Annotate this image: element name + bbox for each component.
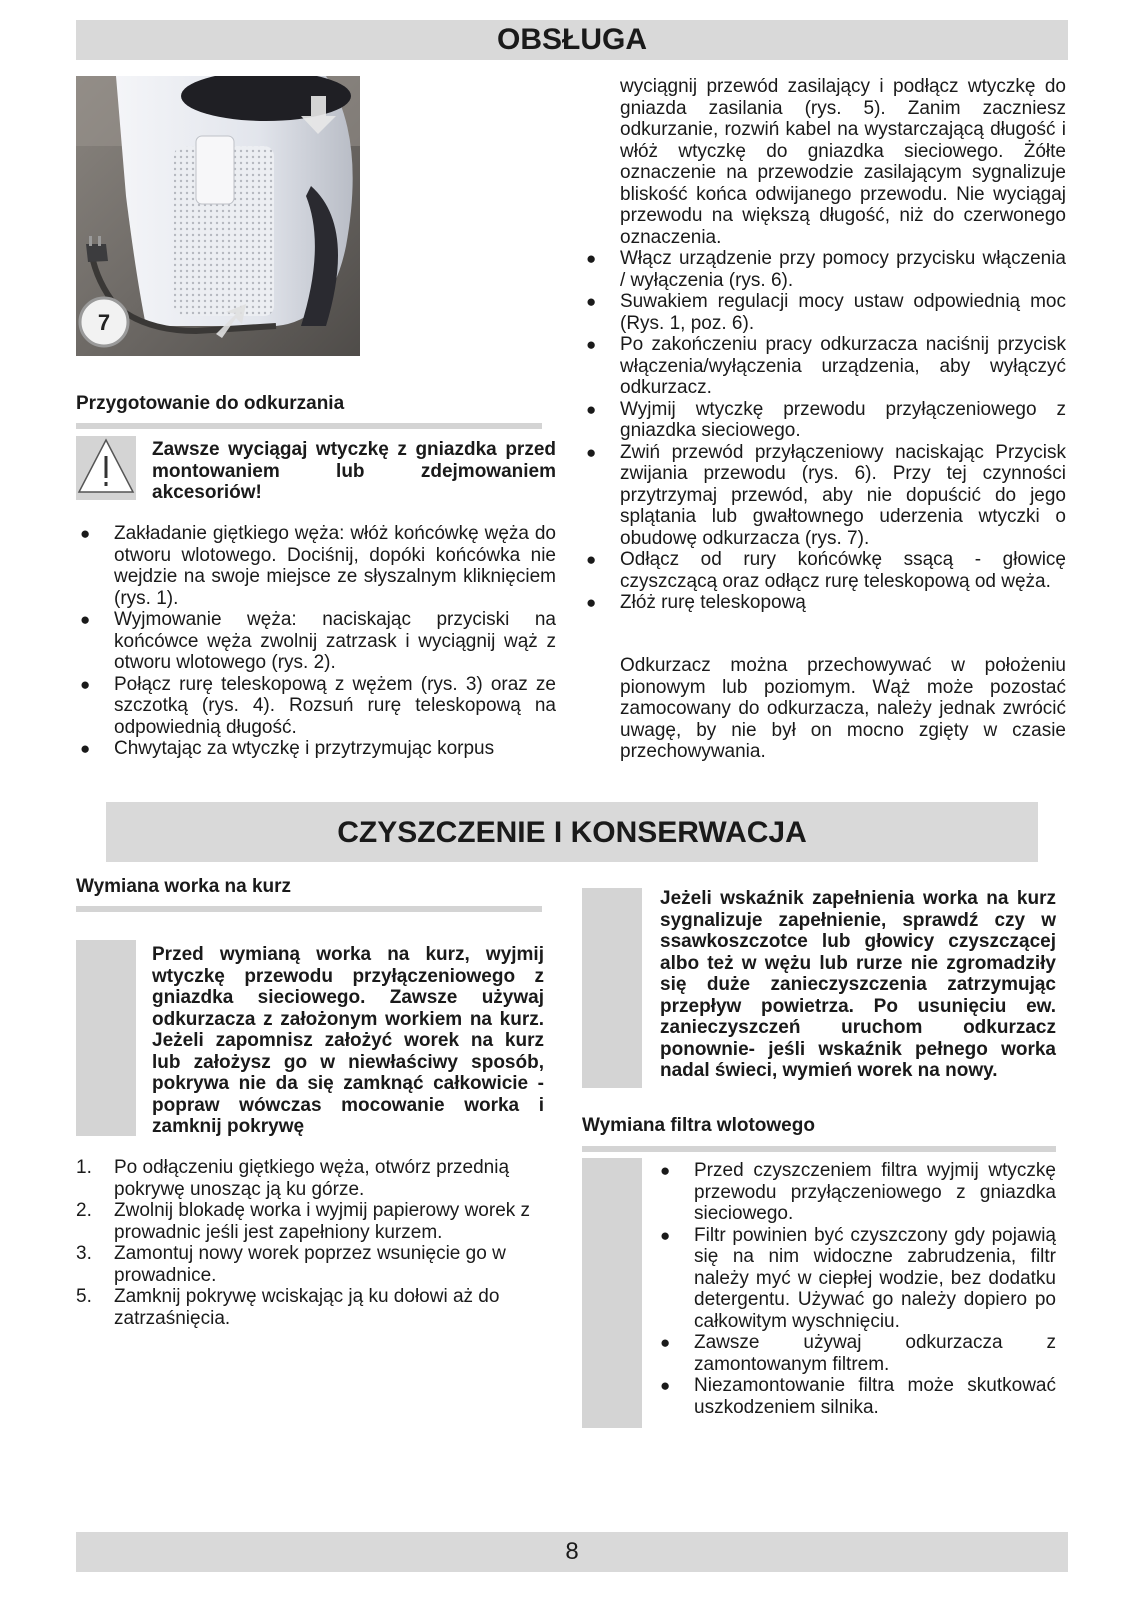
step-text: Po odłączeniu giętkiego węża, otwórz przednią pokrywę unosząc ją ku górze. [114, 1157, 510, 1200]
step-number: 1. [76, 1157, 92, 1178]
list-item: ● Niezamontowanie filtra może skutkować uszkodzeniem silnika. [656, 1375, 1056, 1418]
list-item: ● Po zakończeniu pracy odkurzacza naciśnij przycisk włączenia/wyłączenia urządzenia, aby wyłączyć odkurzacz. [582, 334, 1066, 399]
list-item: ● Filtr powinien być czyszczony gdy pojawią się na nim widoczne zabrudzenia, filtr należy myć w ciepłej wodzie, bez dodatku detergentu. Używać go należy dopiero po całkowitym wyschnięciu. [656, 1225, 1056, 1333]
section-header-obsluga: OBSŁUGA [76, 20, 1068, 60]
list-item [76, 1286, 546, 1329]
prep-rule [76, 423, 542, 429]
step-text: Zamontuj nowy worek poprzez wsunięcie go w prowadnice. [114, 1243, 506, 1286]
list-item: ● Zawsze używaj odkurzacza z zamontowanym filtrem. [656, 1332, 1056, 1375]
filter-title: Wymiana filtra wlotowego [582, 1115, 815, 1136]
list-item: ● Odłącz od rury końcówkę ssącą - głowicę czyszczącą oraz odłącz rurę teleskopową od węża. [582, 549, 1066, 592]
step-number: 2. [76, 1200, 92, 1221]
list-item: ● Połącz rurę teleskopową z wężem (rys. 3) oraz ze szczotką (rys. 4). Rozsuń rurę teleskopową na odpowiednią długość. [76, 674, 556, 739]
bag-title: Wymiana worka na kurz [76, 876, 292, 897]
indicator-marker [582, 888, 642, 1088]
list-item [76, 1200, 546, 1243]
prep-warning-text: Zawsze wyciągaj wtyczkę z gniazdka przed montowaniem lub zdejmowaniem akcesoriów! [152, 439, 556, 503]
step-number: 3. [76, 1243, 92, 1264]
step-text: Zamknij pokrywę wciskając ją ku dołowi aż do zatrzaśnięcia. [114, 1286, 500, 1329]
prep-title: Przygotowanie do odkurzania [76, 393, 345, 414]
list-item [76, 1157, 546, 1200]
list-item: ● Wyjmij wtyczkę przewodu przyłączeniowego z gniazdka sieciowego. [582, 399, 1066, 442]
list-item: ● Złóż rurę teleskopową [582, 592, 1066, 614]
list-item: ● Zwiń przewód przyłączeniowy naciskając Przycisk zwijania przewodu (rys. 6). Przy tej czynności przytrzymaj przewód, aby nie dopuścić do jego splątania lub gwałtownego uderzenia wtyczki o obudowę odkurzacza (rys. 7). [582, 442, 1066, 550]
list-item: ● Wyjmowanie węża: naciskając przyciski na końcówce węża zwolnij zatrzask i wyciągnij wąż z otworu wlotowego (rys. 2). [76, 609, 556, 674]
bag-warning-marker [76, 940, 136, 1136]
section-header-cleaning: CZYSZCZENIE I KONSERWACJA [106, 802, 1038, 862]
bag-rule [76, 906, 542, 912]
vacuum-photo-illustration [76, 76, 360, 356]
figure-7-photo [76, 76, 360, 356]
list-item: ● Włącz urządzenie przy pomocy przycisku włączenia / wyłączenia (rys. 6). [582, 248, 1066, 291]
list-item: ● Zakładanie giętkiego węża: włóż końcówkę węża do otworu wlotowego. Dociśnij, dopóki końcówka nie wejdzie na swoje miejsce ze słyszalnym kliknięciem (rys. 1). [76, 523, 556, 609]
page-number: 8 [76, 1532, 1068, 1572]
bag-steps [76, 1157, 546, 1329]
right-continuation-text: wyciągnij przewód zasilający i podłącz wtyczkę do gniazda zasilania (rys. 5). Zanim zaczniesz odkurzanie, rozwiń kabel na wystarczającą długość i włóż wtyczkę do gniazdka sieciowego. Żółte oznaczenie na przewodzie zasilającym sygnalizuje bliskość końca odwijanego przewodu. Nie wyciągaj przewodu na większą długość, niż do czerwonego oznaczenia. [620, 76, 1066, 248]
list-item: ● Chwytając za wtyczkę i przytrzymując korpus [76, 738, 556, 760]
filter-rule [582, 1146, 1056, 1152]
filter-list [656, 1160, 1056, 1418]
prep-list [76, 523, 556, 760]
right-list [582, 248, 1066, 614]
list-item: ● Suwakiem regulacji mocy ustaw odpowiednią moc (Rys. 1, poz. 6). [582, 291, 1066, 334]
warning-triangle-icon [76, 436, 136, 500]
figure-badge: 7 [97, 310, 111, 335]
step-text: Zwolnij blokadę worka i wyjmij papierowy worek z prowadnic jeśli jest zapełniony kurzem. [114, 1200, 531, 1243]
bag-warning-text: Przed wymianą worka na kurz, wyjmij wtyczkę przewodu przyłączeniowego z gniazdka sieciowego. Zawsze używaj odkurzacza z założonym workiem na kurz. Jeżeli zapomnisz założyć worek na kurz lub założysz go w niewłaściwy sposób, pokrywa nie da się zamknąć całkowicie - popraw wówczas mocowanie worka i zamknij pokrywę [152, 944, 544, 1137]
list-item: ● Przed czyszczeniem filtra wyjmij wtyczkę przewodu przyłączeniowego z gniazdka sieciowego. [656, 1160, 1056, 1225]
filter-marker [582, 1158, 642, 1428]
list-item [76, 1243, 546, 1286]
step-number: 5. [76, 1286, 92, 1307]
storage-text: Odkurzacz można przechowywać w położeniu pionowym lub poziomym. Wąż może pozostać zamocowany do odkurzacza, należy jednak zwrócić uwagę, by nie był on mocno zgięty w czasie przechowywania. [620, 655, 1066, 762]
indicator-text: Jeżeli wskaźnik zapełnienia worka na kurz sygnalizuje zapełnienie, sprawdź czy w ssawkoszczotce lub głowicy czyszczącej albo też w wężu lub rurze nie zgromadziły się duże zanieczyszczenia zatrzymując przepływ powietrza. Po usunięciu ew. zanieczyszczeń uruchom odkurzacz ponownie- jeśli wskaźnik pełnego worka nadal świeci, wymień worek na nowy. [660, 888, 1056, 1081]
